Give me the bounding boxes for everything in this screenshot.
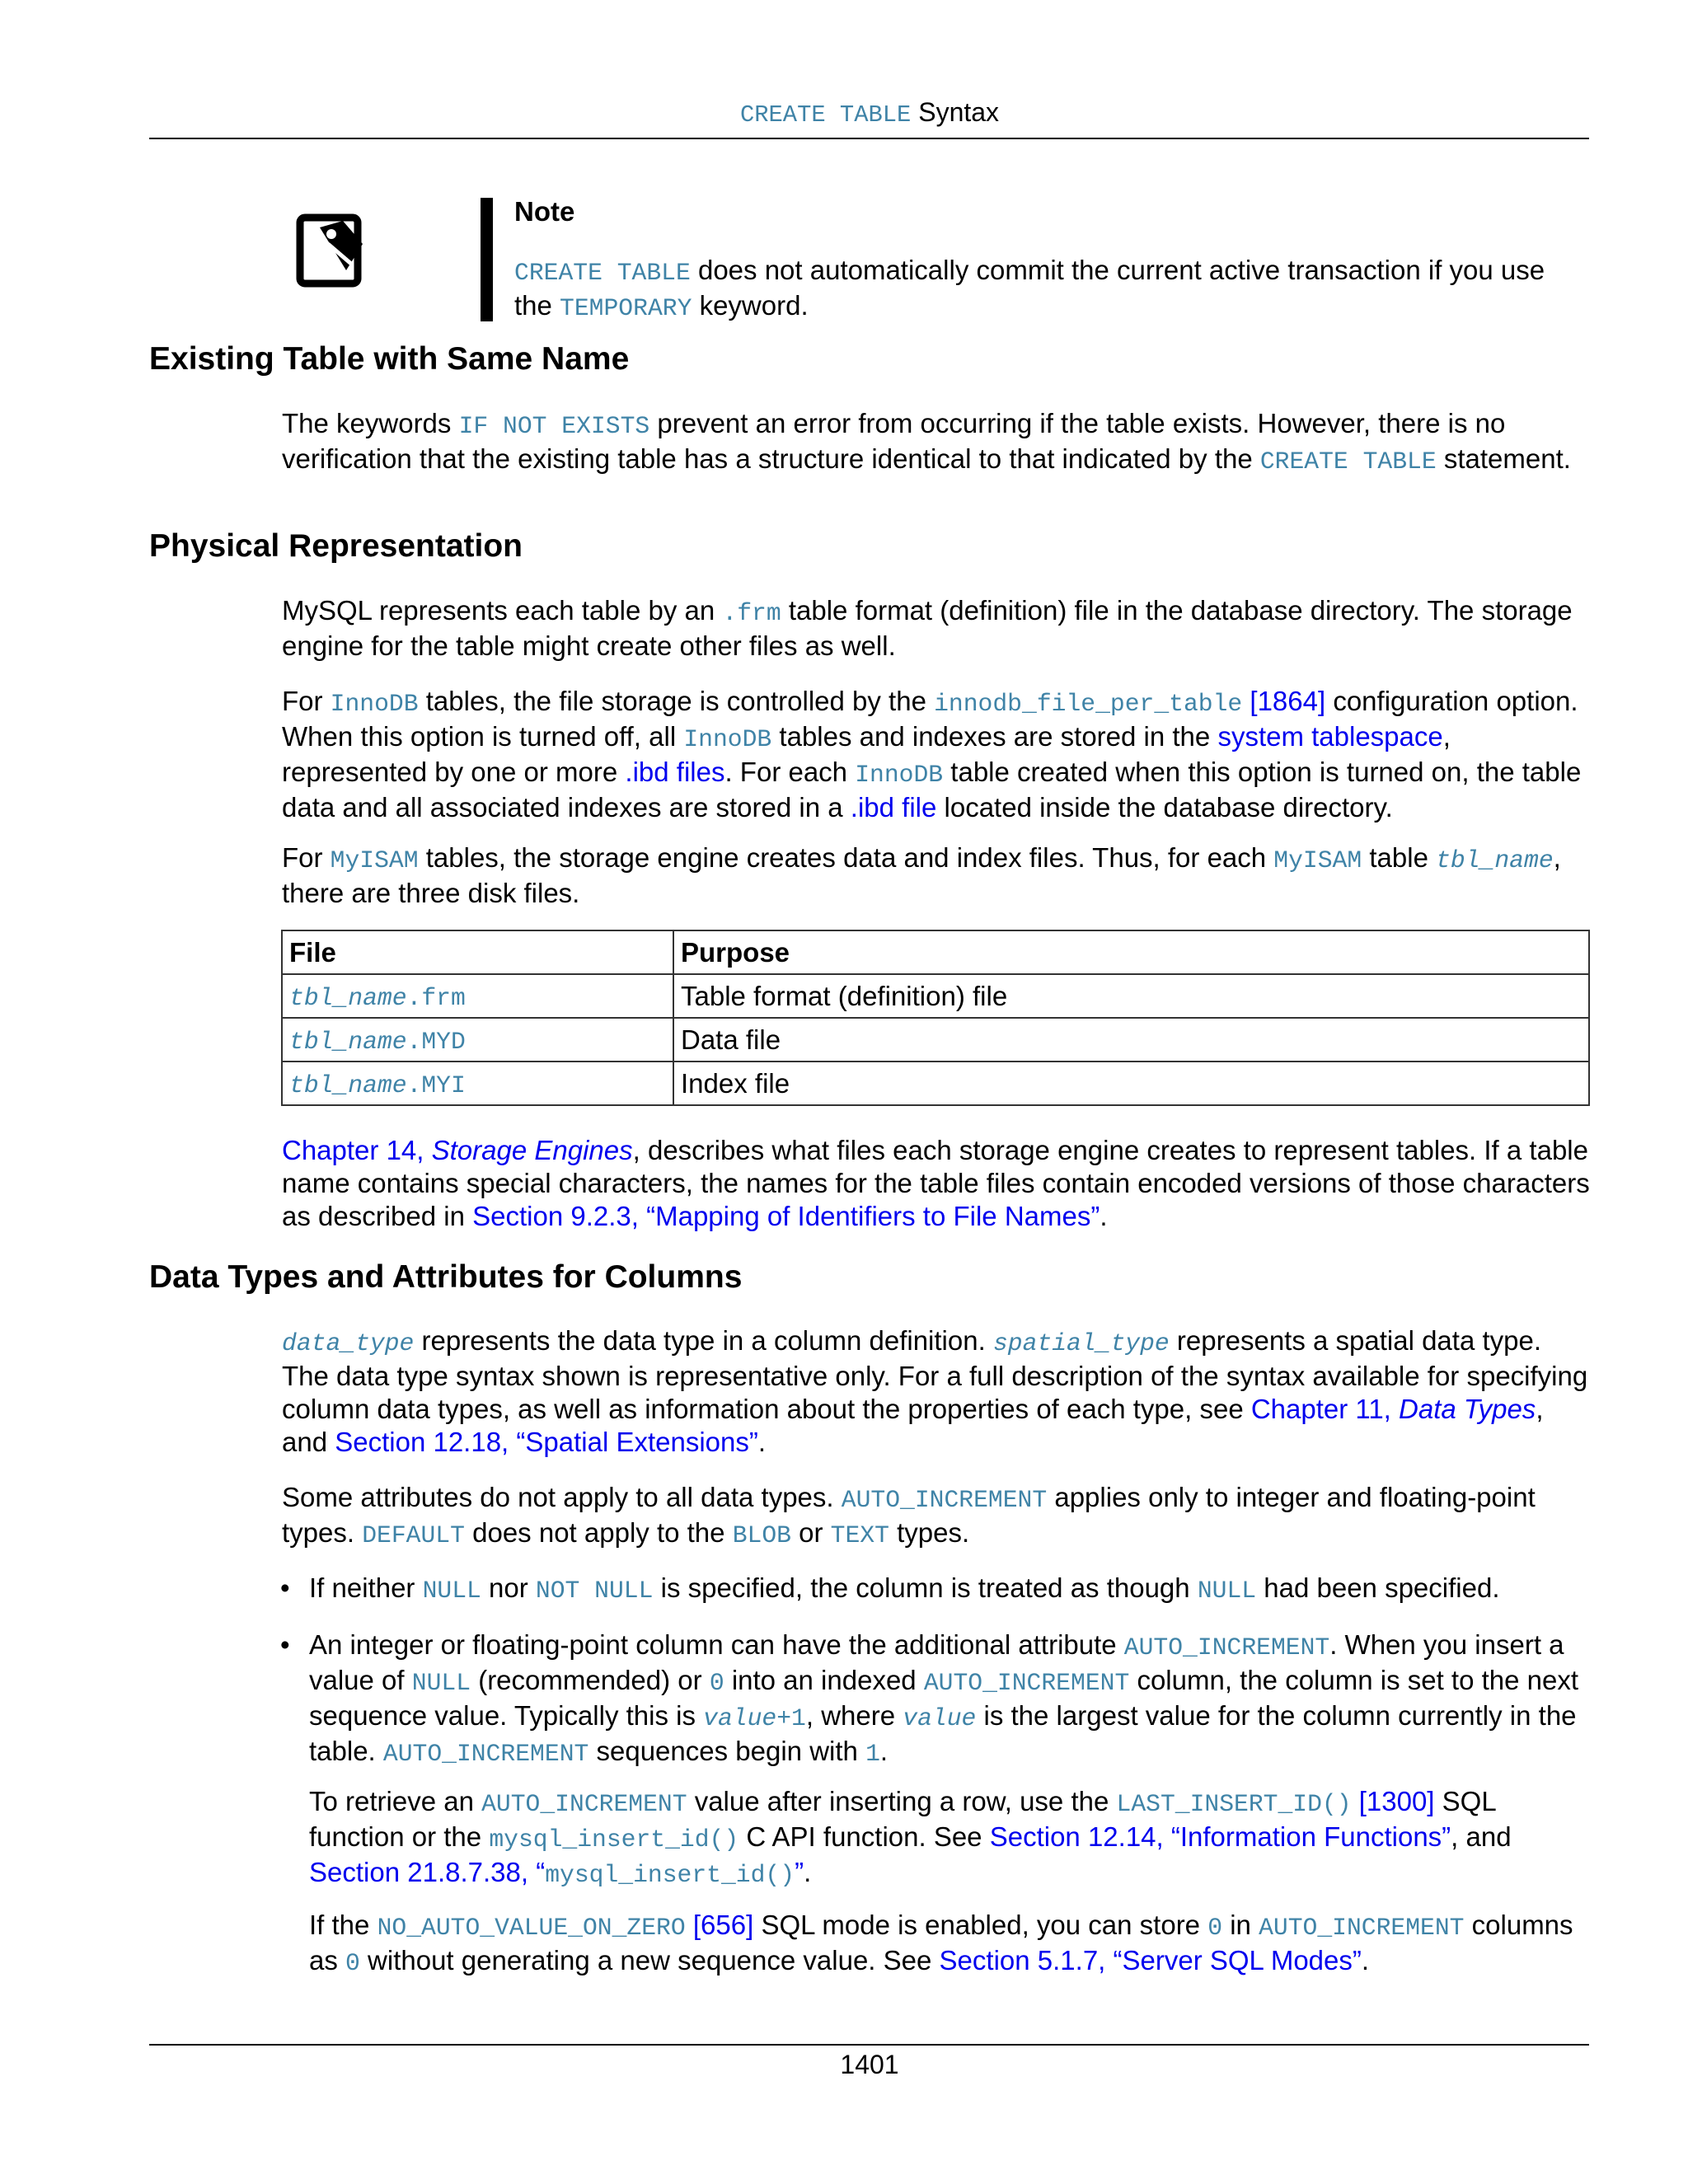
option-link[interactable]: innodb_file_per_table (934, 690, 1243, 718)
heading-physical-representation: Physical Representation (149, 528, 523, 564)
text: (recommended) or (478, 1665, 702, 1695)
text: , represented by one or more (282, 721, 1451, 787)
header-text: Syntax (918, 97, 1000, 127)
code: InnoDB (330, 690, 419, 718)
text: If neither (309, 1572, 415, 1603)
note-title: Note (514, 196, 575, 227)
section-21-8-7-38-link[interactable] (309, 1857, 804, 1887)
code: AUTO_INCREMENT (923, 1669, 1130, 1697)
text: The keywords (282, 408, 452, 438)
text: sequences begin with (596, 1736, 858, 1766)
list-item (309, 1629, 1595, 1770)
text: , and (282, 1394, 1544, 1457)
link-title: Data Types (1399, 1394, 1536, 1424)
code: AUTO_INCREMENT (382, 1740, 589, 1768)
text: does not apply to the (472, 1517, 725, 1548)
page-number: 1401 (840, 2050, 899, 2079)
code: 0 (1207, 1914, 1223, 1942)
code: AUTO_INCREMENT (841, 1486, 1048, 1514)
text: table created when this option is turned on, the table data and all associated indexes are stored in a (282, 757, 1582, 823)
page-ref-link[interactable]: [1864] (1250, 686, 1326, 716)
code: BLOB (732, 1521, 791, 1549)
chapter-14-link[interactable] (282, 1135, 633, 1165)
paragraph (282, 1324, 1592, 1459)
text: nor (489, 1572, 528, 1603)
text: or (799, 1517, 823, 1548)
variable: tbl_name (289, 984, 407, 1012)
code: 1 (865, 1740, 880, 1768)
text: SQL function or the (309, 1786, 1496, 1852)
text: . (1100, 1201, 1108, 1231)
variable: value (703, 1704, 777, 1732)
text: , there are three disk files. (282, 842, 1561, 908)
text: table (1369, 842, 1428, 873)
bullet: • (280, 1572, 290, 1603)
text: value after inserting a row, use the (694, 1786, 1109, 1816)
files-table (281, 930, 1590, 1106)
code: .MYI (406, 1071, 466, 1099)
text: without generating a new sequence value. See (368, 1945, 932, 1975)
text: prevent an error from occurring if the table exists. However, there is no verification that the existing table has a structure identical to that indicated by the (282, 408, 1506, 474)
mysql-insert-id-link[interactable]: mysql_insert_id() (489, 1825, 739, 1854)
code: InnoDB (855, 761, 944, 789)
link-text: Section 21.8.7.38, “ (309, 1857, 546, 1887)
section-12-18-link[interactable]: Section 12.18, “Spatial Extensions” (335, 1427, 758, 1457)
paragraph (282, 594, 1592, 663)
list-item (309, 1572, 1595, 1607)
text: applies only to integer and floating-point types. (282, 1482, 1536, 1548)
code: .frm (406, 984, 466, 1012)
code: AUTO_INCREMENT (1123, 1633, 1330, 1661)
file-cell (282, 974, 673, 1018)
table-row (282, 974, 1589, 1018)
text: in (1230, 1910, 1251, 1940)
paragraph (282, 1134, 1592, 1233)
code: CREATE TABLE (1259, 448, 1437, 476)
code: .MYD (406, 1028, 466, 1056)
variable: tbl_name (1436, 846, 1554, 874)
sql-mode-link[interactable]: NO_AUTO_VALUE_ON_ZERO (377, 1914, 686, 1942)
code: TEXT (830, 1521, 889, 1549)
text: . (804, 1857, 812, 1887)
text: keyword. (699, 290, 809, 321)
code: 0 (345, 1949, 360, 1977)
text: tables, the file storage is controlled by the (425, 686, 926, 716)
system-tablespace-link[interactable]: system tablespace (1217, 721, 1443, 752)
text: configuration option. When this option is turned off, all (282, 686, 1578, 752)
text: had been specified. (1264, 1572, 1500, 1603)
heading-data-types: Data Types and Attributes for Columns (149, 1259, 743, 1295)
section-12-14-link[interactable]: Section 12.14, “Information Functions” (989, 1821, 1451, 1852)
variable: data_type (282, 1329, 415, 1357)
code: .frm (722, 599, 781, 627)
code: DEFAULT (362, 1521, 465, 1549)
code: NULL (411, 1669, 471, 1697)
text: statement. (1443, 443, 1571, 474)
note-text (514, 254, 1578, 325)
text: . When you insert a value of (309, 1629, 1564, 1695)
code: mysql_insert_id() (545, 1861, 795, 1889)
file-cell (282, 1018, 673, 1062)
note-icon (295, 211, 369, 290)
code: NULL (422, 1577, 481, 1605)
variable: tbl_name (289, 1028, 407, 1056)
text: is the largest value for the column currently in the table. (309, 1700, 1577, 1766)
text: into an indexed (731, 1665, 917, 1695)
paragraph (282, 1481, 1592, 1552)
text: does not automatically commit the current active transaction if you use the (514, 255, 1545, 321)
text: , describes what files each storage engine creates to represent tables. If a table name contains special characters, the names for the table files contain encoded versions of those characters as described in (282, 1135, 1590, 1231)
code: TEMPORARY (560, 294, 692, 322)
code: IF NOT EXISTS (458, 412, 650, 440)
text: column, the column is set to the next sequence value. Typically this is (309, 1665, 1579, 1731)
text: To retrieve an (309, 1786, 474, 1816)
text: table format (definition) file in the database directory. The storage engine for the table might create other files as well. (282, 595, 1573, 661)
code: CREATE TABLE (514, 259, 691, 287)
chapter-11-link[interactable] (1251, 1394, 1536, 1424)
text: columns as (309, 1910, 1573, 1975)
text: tables, the storage engine creates data and index files. Thus, for each (425, 842, 1267, 873)
page-ref-link[interactable]: [1300] (1358, 1786, 1435, 1816)
section-9-2-3-link[interactable]: Section 9.2.3, “Mapping of Identifiers to File Names” (472, 1201, 1100, 1231)
text: An integer or floating-point column can have the additional attribute (309, 1629, 1117, 1660)
text: SQL mode is enabled, you can store (761, 1910, 1201, 1940)
link-text: Chapter 14, (282, 1135, 424, 1165)
text: For (282, 842, 323, 873)
section-5-1-7-link[interactable]: Section 5.1.7, “Server SQL Modes” (939, 1945, 1362, 1975)
code: MyISAM (1273, 846, 1362, 874)
purpose-cell: Table format (definition) file (673, 974, 1589, 1018)
variable: spatial_type (992, 1329, 1170, 1357)
ibd-files-link[interactable]: .ibd files (625, 757, 725, 787)
table-row (282, 1018, 1589, 1062)
note-bar (481, 198, 493, 321)
header-code: CREATE TABLE (739, 101, 912, 129)
link-title: Storage Engines (431, 1135, 633, 1165)
text: types. (897, 1517, 970, 1548)
text: C API function. See (746, 1821, 982, 1852)
code: MyISAM (330, 846, 419, 874)
paragraph (282, 685, 1592, 824)
text: , where (805, 1700, 896, 1731)
code: +1 (776, 1704, 806, 1732)
header-rule (149, 138, 1589, 139)
purpose-cell: Index file (673, 1062, 1589, 1105)
heading-existing-table: Existing Table with Same Name (149, 341, 630, 377)
code: InnoDB (683, 725, 772, 753)
column-header: File (282, 930, 673, 974)
purpose-cell: Data file (673, 1018, 1589, 1062)
code: 0 (709, 1669, 724, 1697)
text: represents the data type in a column definition. (421, 1325, 986, 1356)
footer-rule (149, 2044, 1589, 2046)
running-header (0, 97, 1688, 129)
link-text: ” (795, 1857, 804, 1887)
text: , and (1451, 1821, 1512, 1852)
code: AUTO_INCREMENT (1259, 1914, 1465, 1942)
code: NOT NULL (535, 1577, 654, 1605)
text: Some attributes do not apply to all data types. (282, 1482, 834, 1512)
text: . (879, 1736, 889, 1766)
code: AUTO_INCREMENT (481, 1790, 687, 1818)
text: If the (309, 1910, 370, 1940)
bullet: • (280, 1629, 290, 1660)
link-text: Chapter 11, (1250, 1394, 1391, 1424)
paragraph (282, 407, 1592, 478)
variable: tbl_name (289, 1071, 407, 1099)
text: represents a spatial data type. The data type syntax shown is representative only. For a full description of the syntax available for specifying column data types, as well as information about the properties of each type, see (282, 1325, 1588, 1424)
text: is specified, the column is treated as though (660, 1572, 1190, 1603)
text: For (282, 686, 323, 716)
text: located inside the database directory. (944, 792, 1393, 823)
list-item-continuation (309, 1785, 1595, 1891)
text: tables and indexes are stored in the (779, 721, 1211, 752)
ibd-file-link[interactable]: .ibd file (850, 792, 937, 823)
variable: value (903, 1704, 977, 1732)
file-cell (282, 1062, 673, 1105)
list-item-continuation (309, 1909, 1595, 1980)
table-row (282, 1062, 1589, 1105)
table-header-row (282, 930, 1589, 974)
paragraph (282, 841, 1592, 910)
text: . (757, 1427, 767, 1457)
text: MySQL represents each table by an (282, 595, 715, 626)
last-insert-id-link[interactable]: LAST_INSERT_ID() (1116, 1790, 1352, 1818)
page-ref-link[interactable]: [656] (692, 1910, 754, 1940)
column-header: Purpose (673, 930, 1589, 974)
code: NULL (1197, 1577, 1257, 1605)
text: . For each (724, 757, 848, 787)
text: . (1361, 1945, 1370, 1975)
